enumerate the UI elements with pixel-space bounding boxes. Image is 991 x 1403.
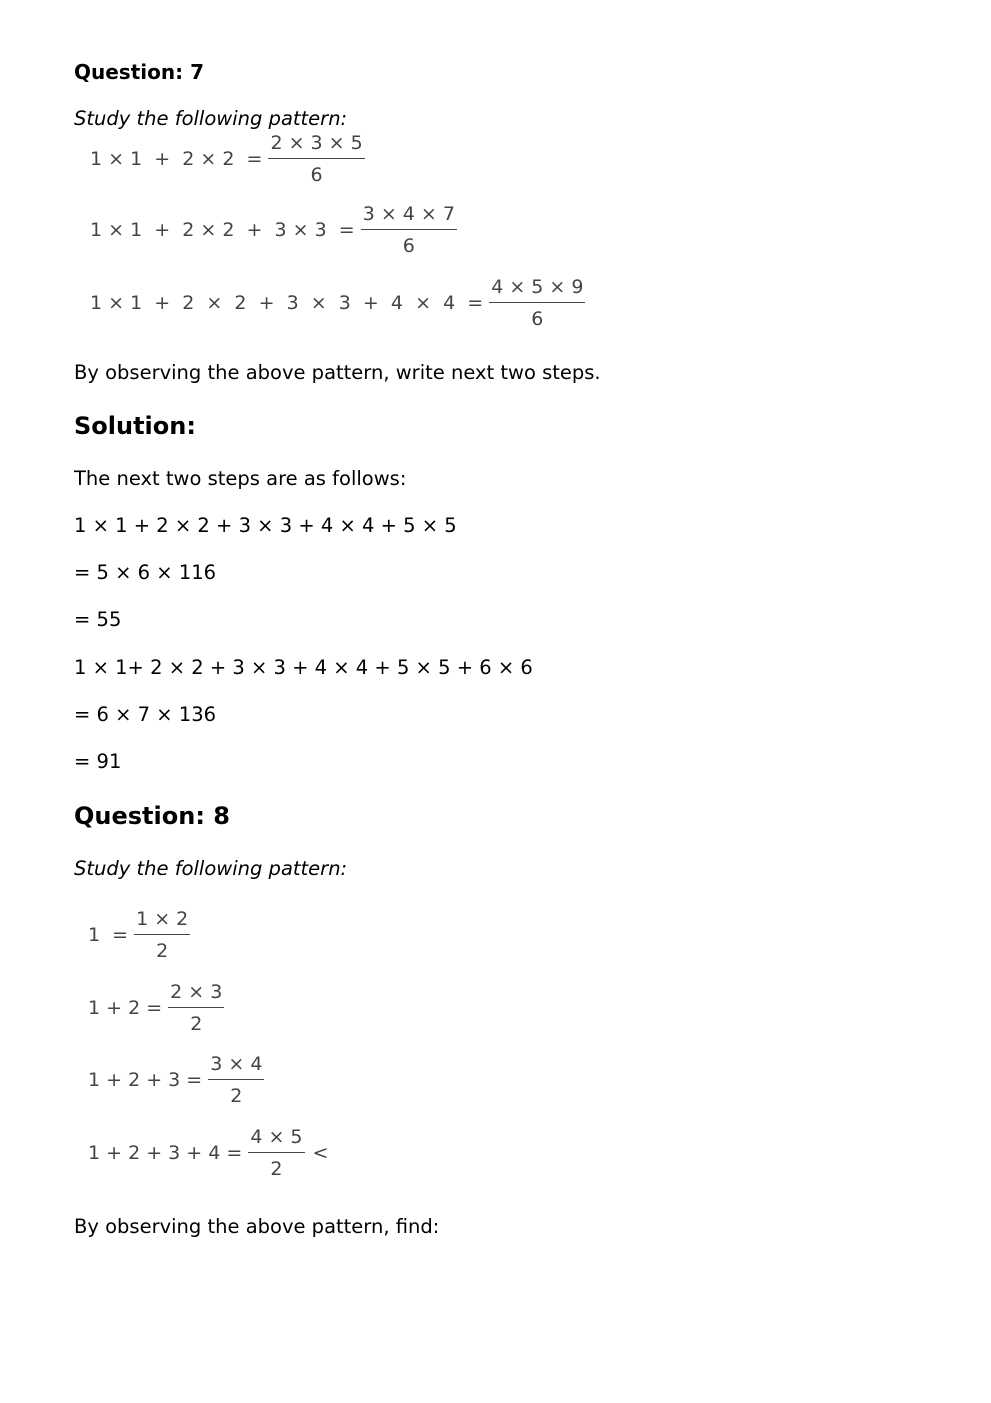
q8-pattern-2-lhs: 1 + 2 = bbox=[88, 997, 163, 1019]
q8-pattern-2-fraction bbox=[168, 981, 224, 1035]
q8-pattern-1 bbox=[88, 908, 190, 962]
q7-pattern-2-fraction bbox=[361, 203, 457, 257]
question-8-prompt: By observing the above pattern, find: bbox=[74, 1215, 440, 1238]
q8-pattern-4 bbox=[88, 1126, 328, 1180]
q8-pattern-3 bbox=[88, 1053, 264, 1107]
fraction-denominator: 6 bbox=[310, 164, 323, 186]
fraction-denominator: 2 bbox=[190, 1013, 203, 1035]
q7-pattern-1 bbox=[90, 132, 365, 186]
fraction-numerator: 2 × 3 bbox=[170, 981, 223, 1003]
fraction-numerator: 3 × 4 × 7 bbox=[362, 203, 455, 225]
q7-pattern-1-fraction bbox=[268, 132, 364, 186]
q7-pattern-3-fraction bbox=[489, 276, 585, 330]
solution-line: 1 × 1 + 2 × 2 + 3 × 3 + 4 × 4 + 5 × 5 bbox=[74, 514, 457, 537]
q7-pattern-2 bbox=[90, 203, 457, 257]
fraction-denominator: 2 bbox=[230, 1085, 243, 1107]
solution-line: = 5 × 6 × 116 bbox=[74, 561, 217, 584]
fraction-denominator: 2 bbox=[156, 940, 169, 962]
fraction-numerator: 3 × 4 bbox=[210, 1053, 263, 1075]
question-8-intro: Study the following pattern: bbox=[74, 857, 348, 880]
question-8-heading: Question: 8 bbox=[74, 802, 230, 830]
q8-pattern-3-lhs: 1 + 2 + 3 = bbox=[88, 1069, 203, 1091]
fraction-denominator: 6 bbox=[531, 308, 544, 330]
fraction-numerator: 4 × 5 bbox=[250, 1126, 303, 1148]
question-7-prompt: By observing the above pattern, write next two steps. bbox=[74, 361, 601, 384]
q8-pattern-1-lhs: 1 = bbox=[88, 924, 129, 946]
solution-line: = 55 bbox=[74, 608, 122, 631]
fraction-numerator: 1 × 2 bbox=[136, 908, 189, 930]
fraction-numerator: 2 × 3 × 5 bbox=[270, 132, 363, 154]
q7-pattern-2-lhs: 1 × 1 + 2 × 2 + 3 × 3 = bbox=[90, 219, 355, 241]
q8-pattern-4-tail: < bbox=[312, 1142, 329, 1164]
fraction-denominator: 6 bbox=[402, 235, 415, 257]
q8-pattern-2 bbox=[88, 981, 224, 1035]
question-7-intro: Study the following pattern: bbox=[74, 107, 348, 130]
q8-pattern-4-lhs: 1 + 2 + 3 + 4 = bbox=[88, 1142, 243, 1164]
solution-line: 1 × 1+ 2 × 2 + 3 × 3 + 4 × 4 + 5 × 5 + 6 × 6 bbox=[74, 656, 533, 679]
q8-pattern-3-fraction bbox=[208, 1053, 264, 1107]
fraction-numerator: 4 × 5 × 9 bbox=[491, 276, 584, 298]
q7-pattern-3 bbox=[90, 276, 585, 330]
fraction-denominator: 2 bbox=[270, 1158, 283, 1180]
q7-pattern-1-lhs: 1 × 1 + 2 × 2 = bbox=[90, 148, 263, 170]
solution-line: = 91 bbox=[74, 750, 122, 773]
solution-heading: Solution: bbox=[74, 412, 196, 440]
solution-line: = 6 × 7 × 136 bbox=[74, 703, 217, 726]
q8-pattern-4-fraction bbox=[248, 1126, 304, 1180]
question-7-heading: Question: 7 bbox=[74, 60, 204, 84]
q7-pattern-3-lhs: 1 × 1 + 2 × 2 + 3 × 3 + 4 × 4 = bbox=[90, 292, 484, 314]
q8-pattern-1-fraction bbox=[134, 908, 190, 962]
solution-intro: The next two steps are as follows: bbox=[74, 467, 407, 490]
